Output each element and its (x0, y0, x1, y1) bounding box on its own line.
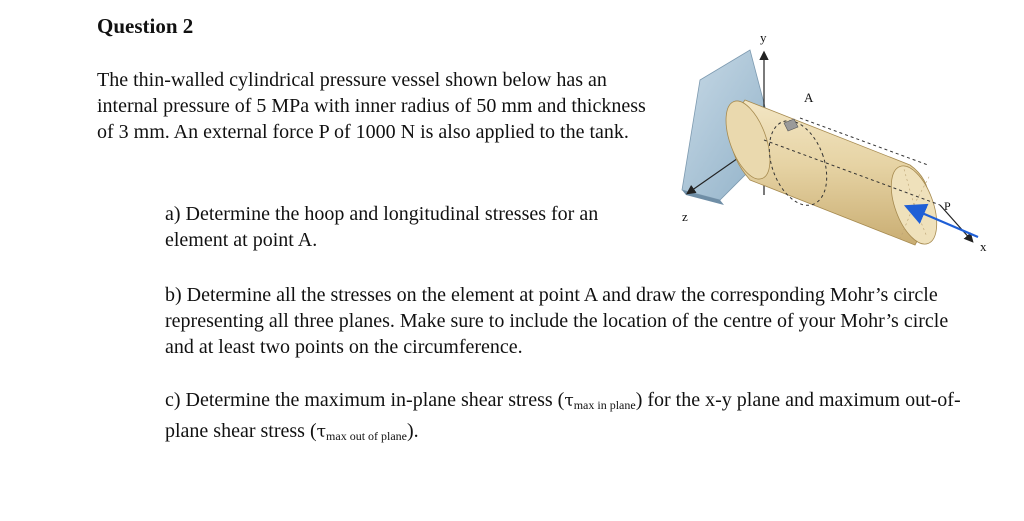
z-axis-label: z (682, 209, 688, 224)
part-a-text: a) Determine the hoop and longitudinal stresses for an element at point A. (165, 203, 599, 251)
problem-statement: The thin-walled cylindrical pressure vessel shown below has an internal pressure of 5 MPa with inner radius of 50 mm and thickness of 3 mm. An external force P of 1000 N is also applied to the tank. (97, 69, 646, 143)
tau-subscript-out-of-plane: max out of plane (326, 429, 408, 443)
part-c-text (165, 387, 965, 449)
part-b-text: b) Determine all the stresses on the element at point A and draw the corresponding Mohr’s circle representing all three planes. Make sure to include the location of the centre of your Mohr’s circle and at least two points on the circumference. (165, 284, 949, 358)
x-axis-label: x (980, 239, 987, 254)
force-p-label: P (944, 199, 951, 213)
question-title: Question 2 (97, 14, 194, 38)
tau-symbol: τ (316, 422, 327, 442)
tau-symbol: τ (564, 391, 574, 411)
part-c-mid: ) for the x-y plane and maximum out-of- plane shear stress ( (165, 389, 961, 442)
point-a-label: A (804, 90, 814, 105)
y-axis-label: y (760, 30, 767, 45)
part-c-end: ). (407, 420, 419, 442)
pressure-vessel-figure (660, 25, 1000, 260)
part-c-lead: c) Determine the maximum in-plane shear stress ( (165, 389, 565, 411)
tau-subscript-in-plane: max in plane (573, 398, 636, 412)
